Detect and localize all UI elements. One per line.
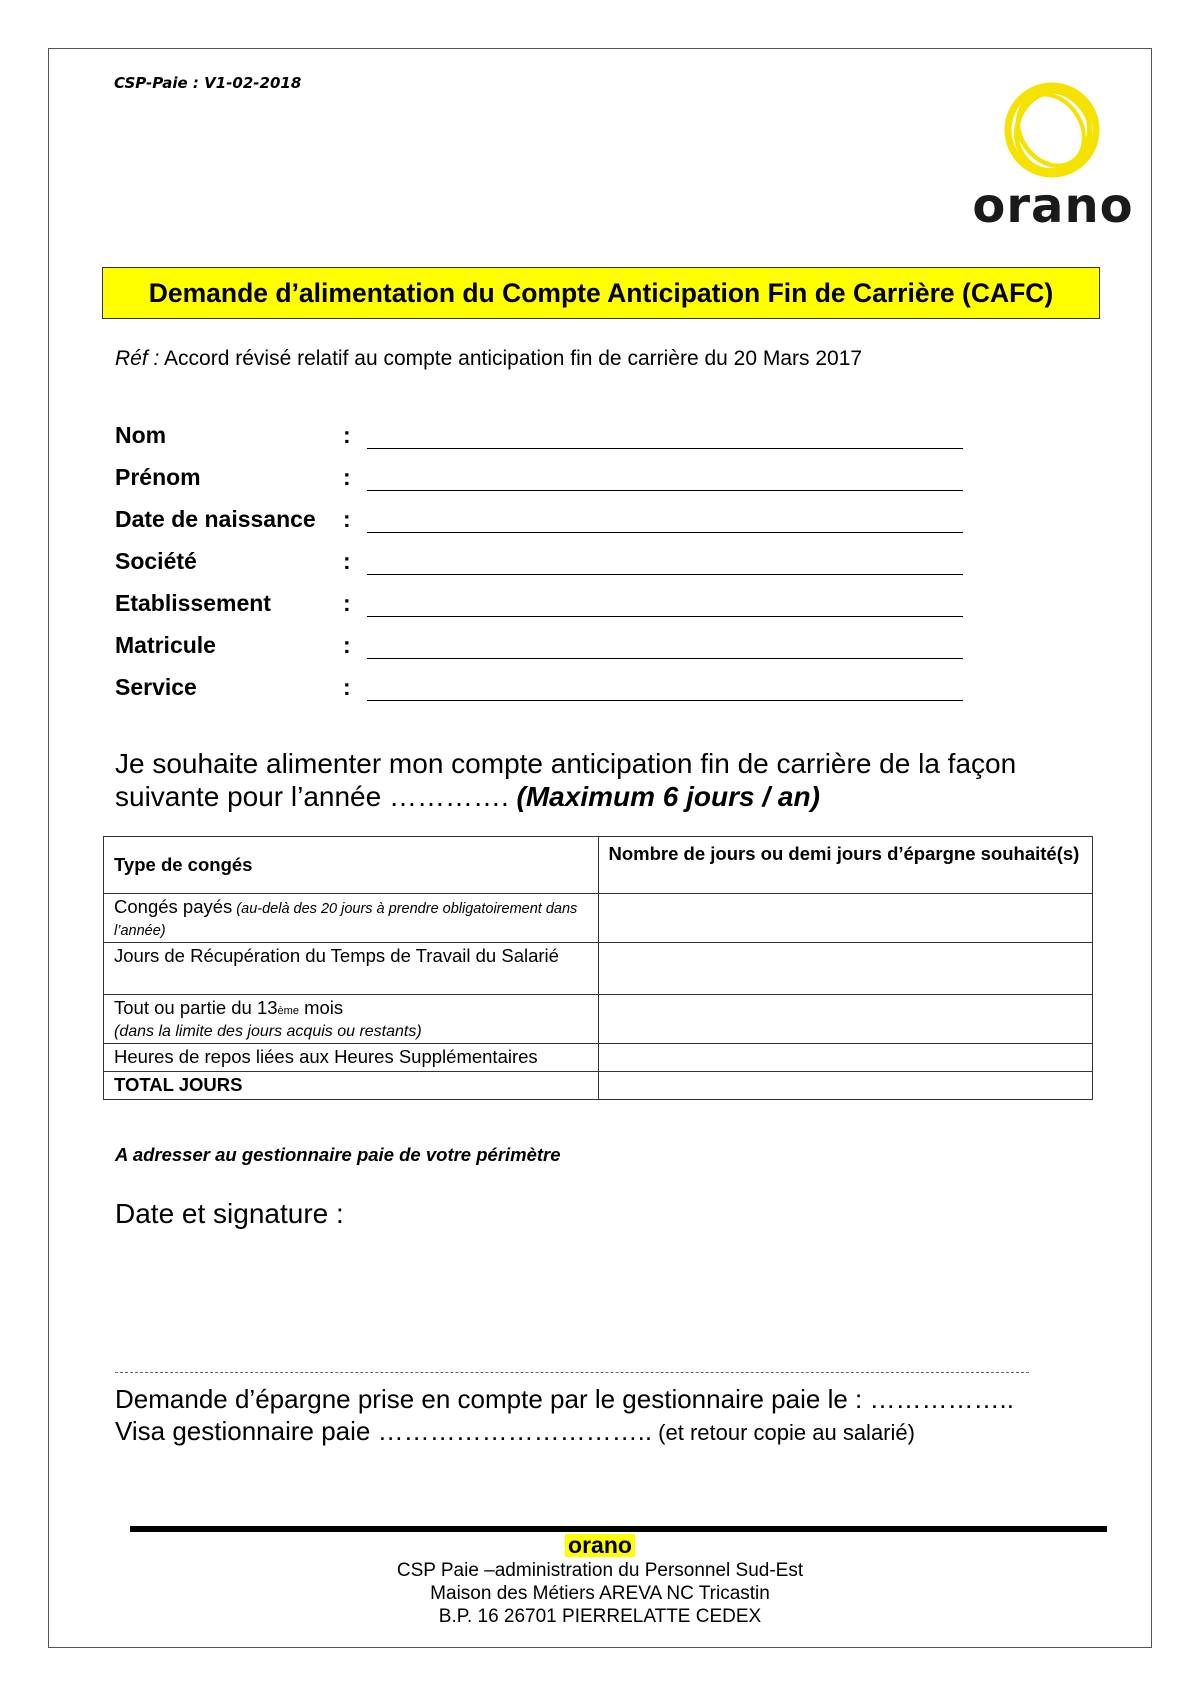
- field-label: Prénom: [115, 464, 201, 490]
- reference-label: Réf :: [115, 347, 160, 370]
- intro-maximum: (Maximum 6 jours / an): [508, 781, 820, 812]
- field-input-line[interactable]: [367, 490, 963, 491]
- table-row: [104, 894, 1093, 943]
- table-row: [104, 995, 1093, 1044]
- table-header-row: [104, 837, 1093, 894]
- field-colon: :: [343, 506, 351, 532]
- footer-line-2: Maison des Métiers AREVA NC Tricastin: [430, 1583, 770, 1604]
- reference-line: [115, 347, 862, 371]
- field-input-line[interactable]: [367, 700, 963, 701]
- table-row-total: [104, 1072, 1093, 1100]
- field-colon: :: [343, 590, 351, 616]
- orano-logo: [968, 78, 1138, 238]
- table-row: [104, 943, 1093, 995]
- prise-line-2: Visa gestionnaire paie …………………………..: [115, 1416, 653, 1446]
- reference-text: Accord révisé relatif au compte anticipation fin de carrière du 20 Mars 2017: [159, 347, 863, 370]
- intro-line-1: Je souhaite alimenter mon compte anticipation fin de carrière de la façon: [115, 748, 1017, 779]
- field-colon: :: [343, 674, 351, 700]
- field-colon: :: [343, 464, 351, 490]
- field-input-line[interactable]: [367, 658, 963, 659]
- field-label: Société: [115, 548, 197, 574]
- logo-wordmark: orano: [972, 178, 1134, 234]
- signature-label: Date et signature :: [115, 1198, 344, 1229]
- footer-line-1: CSP Paie –administration du Personnel Sud-Est: [396, 1560, 804, 1581]
- prise-line-2-suffix: (et retour copie au salarié): [652, 1420, 915, 1445]
- col-header-nombre: Nombre de jours ou demi jours d’épargne souhaité(s): [598, 837, 1092, 894]
- field-input-line[interactable]: [367, 448, 963, 449]
- field-input-line[interactable]: [367, 616, 963, 617]
- row-label: TOTAL JOURS: [104, 1072, 599, 1100]
- version-label: CSP-Paie : V1-02-2018: [114, 74, 302, 92]
- days-input-cell[interactable]: [598, 1044, 1092, 1072]
- total-input-cell[interactable]: [598, 1072, 1092, 1100]
- field-colon: :: [343, 422, 351, 448]
- days-input-cell[interactable]: [598, 995, 1092, 1044]
- field-colon: :: [343, 632, 351, 658]
- field-input-line[interactable]: [367, 574, 963, 575]
- field-label: Etablissement: [115, 590, 271, 616]
- days-input-cell[interactable]: [598, 894, 1092, 943]
- field-input-line[interactable]: [367, 532, 963, 533]
- footer-line-3: B.P. 16 26701 PIERRELATTE CEDEX: [438, 1606, 762, 1627]
- prise-line-1: Demande d’épargne prise en compte par le gestionnaire paie le : ……………..: [115, 1384, 1014, 1414]
- footer: [0, 1534, 1200, 1628]
- dashed-separator: [115, 1372, 1029, 1373]
- col-header-type: Type de congés: [104, 837, 599, 894]
- field-label: Service: [115, 674, 197, 700]
- row-main-text: Congés payés: [114, 896, 233, 917]
- row-label: Jours de Récupération du Temps de Travail du Salarié: [104, 943, 599, 995]
- footer-brand: orano: [565, 1534, 635, 1557]
- conges-table: [103, 836, 1093, 1100]
- row-sup: ème: [277, 1005, 299, 1017]
- table-row: [104, 1044, 1093, 1072]
- days-input-cell[interactable]: [598, 943, 1092, 995]
- row-main-after: mois: [298, 997, 344, 1018]
- field-label: Matricule: [115, 632, 216, 658]
- field-label: Nom: [115, 422, 167, 448]
- row-label: Heures de repos liées aux Heures Supplémentaires: [104, 1044, 599, 1072]
- send-instruction: A adresser au gestionnaire paie de votre périmètre: [115, 1144, 561, 1165]
- intro-line-2: suivante pour l’année ………….: [115, 781, 509, 812]
- manager-section: [115, 1383, 1014, 1449]
- orano-ring-icon: [990, 78, 1116, 184]
- row-note: (dans la limite des jours acquis ou restants): [114, 1023, 422, 1040]
- row-label: [104, 894, 599, 943]
- field-label: Date de naissance: [115, 506, 316, 532]
- intro-paragraph: [115, 747, 1075, 813]
- row-main-text: Tout ou partie du 13: [114, 997, 278, 1018]
- row-note: (au-delà des 20 jours à prendre obligatoirement dans l’année): [114, 901, 578, 939]
- row-label: [104, 995, 599, 1044]
- field-colon: :: [343, 548, 351, 574]
- form-title: Demande d’alimentation du Compte Anticipation Fin de Carrière (CAFC): [102, 267, 1100, 319]
